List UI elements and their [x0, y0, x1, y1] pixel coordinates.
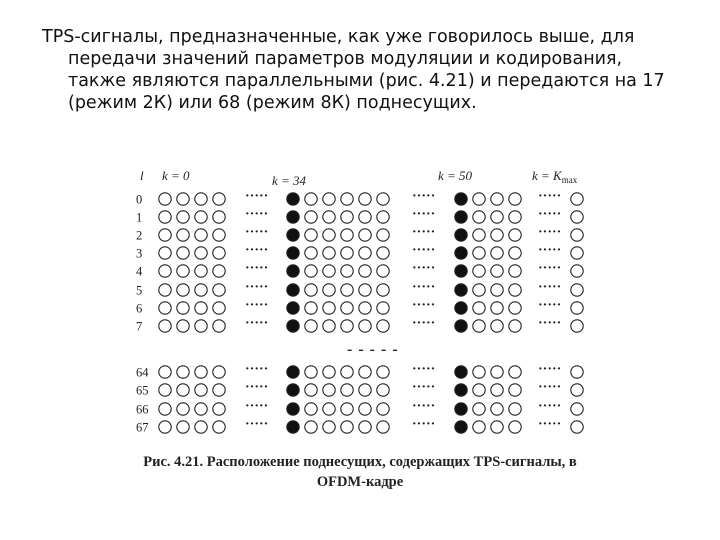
- row-label: 66: [136, 402, 149, 417]
- carrier-empty: [195, 421, 207, 433]
- tps-carrier-filled: [455, 302, 467, 314]
- carrier-empty: [213, 320, 225, 332]
- carrier-empty: [195, 247, 207, 259]
- carrier-empty: [359, 247, 371, 259]
- carrier-empty: [159, 265, 171, 277]
- ellipsis-dots: ·····: [245, 207, 269, 222]
- carrier-empty: [377, 302, 389, 314]
- ellipsis-dots: ·····: [245, 225, 269, 240]
- carrier-empty: [305, 247, 317, 259]
- carrier-empty: [377, 193, 389, 205]
- col-label-k34: k = 34: [272, 173, 307, 188]
- row-label: 2: [136, 228, 143, 243]
- carrier-empty: [213, 302, 225, 314]
- carrier-empty: [473, 265, 485, 277]
- carrier-empty: [305, 403, 317, 415]
- tps-carrier-filled: [455, 384, 467, 396]
- carrier-empty: [323, 366, 335, 378]
- paragraph-line-2: передачи значений параметров модуляции и кодирования,: [68, 49, 623, 69]
- tps-carrier-filled: [455, 403, 467, 415]
- carrier-empty: [341, 193, 353, 205]
- carrier-empty: [571, 320, 583, 332]
- carrier-empty: [341, 403, 353, 415]
- gap-marker: - - - - -: [347, 341, 399, 358]
- carrier-empty: [159, 229, 171, 241]
- ellipsis-dots: ·····: [412, 380, 436, 395]
- carrier-empty: [377, 247, 389, 259]
- carrier-empty: [305, 284, 317, 296]
- carrier-empty: [571, 284, 583, 296]
- tps-carrier-filled: [455, 247, 467, 259]
- carrier-empty: [341, 384, 353, 396]
- carrier-empty: [473, 302, 485, 314]
- carrier-empty: [177, 421, 189, 433]
- carrier-empty: [473, 403, 485, 415]
- ellipsis-dots: ·····: [245, 189, 269, 204]
- carrier-empty: [323, 384, 335, 396]
- carrier-empty: [571, 265, 583, 277]
- ellipsis-dots: ·····: [538, 243, 562, 258]
- carrier-empty: [571, 247, 583, 259]
- carrier-empty: [159, 320, 171, 332]
- carrier-empty: [323, 193, 335, 205]
- carrier-empty: [341, 265, 353, 277]
- carrier-empty: [213, 247, 225, 259]
- tps-carrier-filled: [287, 403, 299, 415]
- carrier-empty: [509, 384, 521, 396]
- carrier-empty: [473, 229, 485, 241]
- carrier-empty: [195, 320, 207, 332]
- carrier-empty: [377, 421, 389, 433]
- ellipsis-dots: ·····: [412, 298, 436, 313]
- col-label-kmax: $k = K_{max}$: [532, 168, 578, 185]
- carrier-empty: [323, 421, 335, 433]
- paragraph-line-3: также являются параллельными (рис. 4.21) и передаются на 17: [68, 71, 665, 91]
- carrier-empty: [159, 421, 171, 433]
- tps-carrier-filled: [455, 229, 467, 241]
- carrier-empty: [377, 211, 389, 223]
- ellipsis-dots: ·····: [412, 316, 436, 331]
- carrier-empty: [377, 384, 389, 396]
- tps-carrier-filled: [455, 265, 467, 277]
- row-label: 64: [136, 365, 149, 380]
- carrier-empty: [323, 284, 335, 296]
- carrier-empty: [305, 320, 317, 332]
- carrier-empty: [195, 403, 207, 415]
- carrier-empty: [213, 193, 225, 205]
- ellipsis-dots: ·····: [412, 261, 436, 276]
- tps-carrier-filled: [287, 211, 299, 223]
- carrier-empty: [177, 384, 189, 396]
- carrier-empty: [159, 403, 171, 415]
- ellipsis-dots: ·····: [538, 298, 562, 313]
- tps-carrier-filled: [287, 366, 299, 378]
- carrier-empty: [473, 384, 485, 396]
- carrier-empty: [195, 265, 207, 277]
- tps-carrier-filled: [287, 284, 299, 296]
- tps-carrier-filled: [287, 421, 299, 433]
- tps-carrier-filled: [287, 265, 299, 277]
- carrier-empty: [159, 302, 171, 314]
- ellipsis-dots: ·····: [412, 243, 436, 258]
- carrier-empty: [305, 421, 317, 433]
- carrier-empty: [341, 284, 353, 296]
- carrier-empty: [473, 211, 485, 223]
- carrier-empty: [323, 302, 335, 314]
- carrier-empty: [359, 193, 371, 205]
- carrier-empty: [341, 229, 353, 241]
- carrier-empty: [473, 193, 485, 205]
- carrier-empty: [491, 384, 503, 396]
- carrier-empty: [509, 229, 521, 241]
- carrier-empty: [491, 302, 503, 314]
- ellipsis-dots: ·····: [245, 261, 269, 276]
- carrier-empty: [195, 211, 207, 223]
- carrier-empty: [571, 211, 583, 223]
- carrier-empty: [159, 211, 171, 223]
- ellipsis-dots: ·····: [245, 316, 269, 331]
- ellipsis-dots: ·····: [412, 399, 436, 414]
- carrier-empty: [491, 265, 503, 277]
- ellipsis-dots: ·····: [412, 189, 436, 204]
- carrier-empty: [341, 366, 353, 378]
- carrier-empty: [159, 366, 171, 378]
- tps-carrier-filled: [455, 320, 467, 332]
- ellipsis-dots: ·····: [412, 417, 436, 432]
- carrier-empty: [177, 193, 189, 205]
- carrier-empty: [341, 247, 353, 259]
- carrier-empty: [359, 265, 371, 277]
- ellipsis-dots: ·····: [412, 225, 436, 240]
- col-label-k50: k = 50: [438, 168, 473, 183]
- carrier-empty: [377, 403, 389, 415]
- carrier-empty: [213, 265, 225, 277]
- carrier-empty: [509, 403, 521, 415]
- carrier-empty: [305, 265, 317, 277]
- ellipsis-dots: ·····: [245, 399, 269, 414]
- carrier-empty: [213, 421, 225, 433]
- carrier-empty: [177, 284, 189, 296]
- carrier-empty: [323, 320, 335, 332]
- carrier-empty: [491, 403, 503, 415]
- carrier-empty: [509, 265, 521, 277]
- carrier-empty: [213, 384, 225, 396]
- carrier-empty: [195, 193, 207, 205]
- carrier-empty: [305, 193, 317, 205]
- tps-carrier-filled: [287, 193, 299, 205]
- carrier-empty: [359, 421, 371, 433]
- carrier-empty: [305, 384, 317, 396]
- tps-carrier-filled: [455, 284, 467, 296]
- carrier-empty: [359, 211, 371, 223]
- carrier-empty: [213, 284, 225, 296]
- row-label: 6: [136, 301, 143, 316]
- carrier-empty: [491, 229, 503, 241]
- ellipsis-dots: ·····: [538, 280, 562, 295]
- carrier-empty: [195, 302, 207, 314]
- carrier-empty: [509, 302, 521, 314]
- carrier-empty: [473, 284, 485, 296]
- ellipsis-dots: ·····: [538, 207, 562, 222]
- tps-carrier-filled: [287, 384, 299, 396]
- carrier-empty: [571, 366, 583, 378]
- ellipsis-dots: ·····: [412, 207, 436, 222]
- carrier-empty: [491, 247, 503, 259]
- row-label: 67: [136, 420, 149, 435]
- carrier-empty: [571, 302, 583, 314]
- ellipsis-dots: ·····: [245, 243, 269, 258]
- tps-carrier-filled: [287, 302, 299, 314]
- carrier-empty: [323, 247, 335, 259]
- carrier-empty: [341, 421, 353, 433]
- ellipsis-dots: ·····: [245, 380, 269, 395]
- carrier-empty: [177, 366, 189, 378]
- figure-caption-line-1: Рис. 4.21. Расположение поднесущих, содержащих TPS-сигналы, в: [143, 454, 577, 470]
- ellipsis-dots: ·····: [412, 362, 436, 377]
- tps-carrier-filled: [455, 193, 467, 205]
- carrier-empty: [341, 320, 353, 332]
- carrier-empty: [571, 193, 583, 205]
- carrier-empty: [491, 193, 503, 205]
- carrier-empty: [359, 320, 371, 332]
- ellipsis-dots: ·····: [245, 362, 269, 377]
- row-label: 65: [136, 383, 149, 398]
- col-label-k0: k = 0: [162, 168, 190, 183]
- carrier-empty: [195, 229, 207, 241]
- ellipsis-dots: ·····: [245, 280, 269, 295]
- carrier-empty: [509, 366, 521, 378]
- carrier-empty: [213, 229, 225, 241]
- ellipsis-dots: ·····: [538, 316, 562, 331]
- row-label: 3: [136, 246, 143, 261]
- carrier-empty: [159, 193, 171, 205]
- carrier-empty: [509, 320, 521, 332]
- ellipsis-dots: ·····: [538, 417, 562, 432]
- figure-caption-line-2: OFDM-кадре: [316, 474, 404, 490]
- carrier-empty: [359, 366, 371, 378]
- carrier-empty: [159, 247, 171, 259]
- ellipsis-dots: ·····: [245, 298, 269, 313]
- row-label: 5: [136, 283, 143, 298]
- carrier-empty: [213, 366, 225, 378]
- carrier-empty: [177, 247, 189, 259]
- carrier-empty: [341, 211, 353, 223]
- carrier-empty: [491, 366, 503, 378]
- carrier-empty: [213, 403, 225, 415]
- carrier-empty: [177, 320, 189, 332]
- carrier-empty: [571, 384, 583, 396]
- carrier-empty: [509, 284, 521, 296]
- carrier-empty: [159, 384, 171, 396]
- carrier-empty: [195, 366, 207, 378]
- tps-carrier-filled: [455, 421, 467, 433]
- carrier-empty: [377, 366, 389, 378]
- carrier-empty: [177, 265, 189, 277]
- ellipsis-dots: ·····: [538, 362, 562, 377]
- ellipsis-dots: ·····: [538, 380, 562, 395]
- paragraph-line-4: (режим 2К) или 68 (режим 8К) поднесущих.: [68, 93, 477, 113]
- row-label: 0: [136, 192, 143, 207]
- carrier-empty: [323, 403, 335, 415]
- carrier-empty: [323, 211, 335, 223]
- carrier-empty: [323, 265, 335, 277]
- carrier-empty: [195, 284, 207, 296]
- carrier-empty: [491, 284, 503, 296]
- row-label: 4: [136, 264, 143, 279]
- carrier-empty: [491, 421, 503, 433]
- carrier-empty: [177, 211, 189, 223]
- carrier-empty: [473, 247, 485, 259]
- carrier-empty: [323, 229, 335, 241]
- carrier-empty: [177, 229, 189, 241]
- ellipsis-dots: ·····: [538, 189, 562, 204]
- carrier-empty: [377, 284, 389, 296]
- tps-carrier-filled: [287, 247, 299, 259]
- carrier-empty: [509, 247, 521, 259]
- carrier-empty: [359, 229, 371, 241]
- carrier-empty: [305, 302, 317, 314]
- carrier-empty: [473, 421, 485, 433]
- carrier-empty: [473, 366, 485, 378]
- carrier-empty: [305, 229, 317, 241]
- carrier-empty: [359, 284, 371, 296]
- carrier-empty: [213, 211, 225, 223]
- carrier-empty: [159, 284, 171, 296]
- ellipsis-dots: ·····: [538, 261, 562, 276]
- carrier-empty: [305, 211, 317, 223]
- carrier-empty: [509, 193, 521, 205]
- carrier-empty: [359, 403, 371, 415]
- row-axis-label: l: [140, 168, 144, 183]
- tps-carrier-filled: [455, 366, 467, 378]
- carrier-empty: [491, 211, 503, 223]
- carrier-empty: [177, 302, 189, 314]
- carrier-empty: [509, 421, 521, 433]
- tps-carrier-filled: [455, 211, 467, 223]
- carrier-empty: [305, 366, 317, 378]
- tps-carrier-filled: [287, 229, 299, 241]
- ellipsis-dots: ·····: [412, 280, 436, 295]
- carrier-empty: [359, 384, 371, 396]
- carrier-empty: [473, 320, 485, 332]
- carrier-empty: [341, 302, 353, 314]
- carrier-empty: [377, 265, 389, 277]
- ellipsis-dots: ·····: [245, 417, 269, 432]
- ellipsis-dots: ·····: [538, 399, 562, 414]
- carrier-empty: [571, 421, 583, 433]
- carrier-empty: [377, 229, 389, 241]
- carrier-empty: [377, 320, 389, 332]
- row-label: 7: [136, 319, 143, 334]
- row-label: 1: [136, 210, 143, 225]
- tps-carrier-filled: [287, 320, 299, 332]
- paragraph-line-1: TPS-сигналы, предназначенные, как уже говорилось выше, для: [42, 27, 635, 47]
- carrier-empty: [195, 384, 207, 396]
- carrier-empty: [509, 211, 521, 223]
- carrier-empty: [359, 302, 371, 314]
- ellipsis-dots: ·····: [538, 225, 562, 240]
- carrier-empty: [491, 320, 503, 332]
- carrier-empty: [177, 403, 189, 415]
- carrier-empty: [571, 403, 583, 415]
- carrier-empty: [571, 229, 583, 241]
